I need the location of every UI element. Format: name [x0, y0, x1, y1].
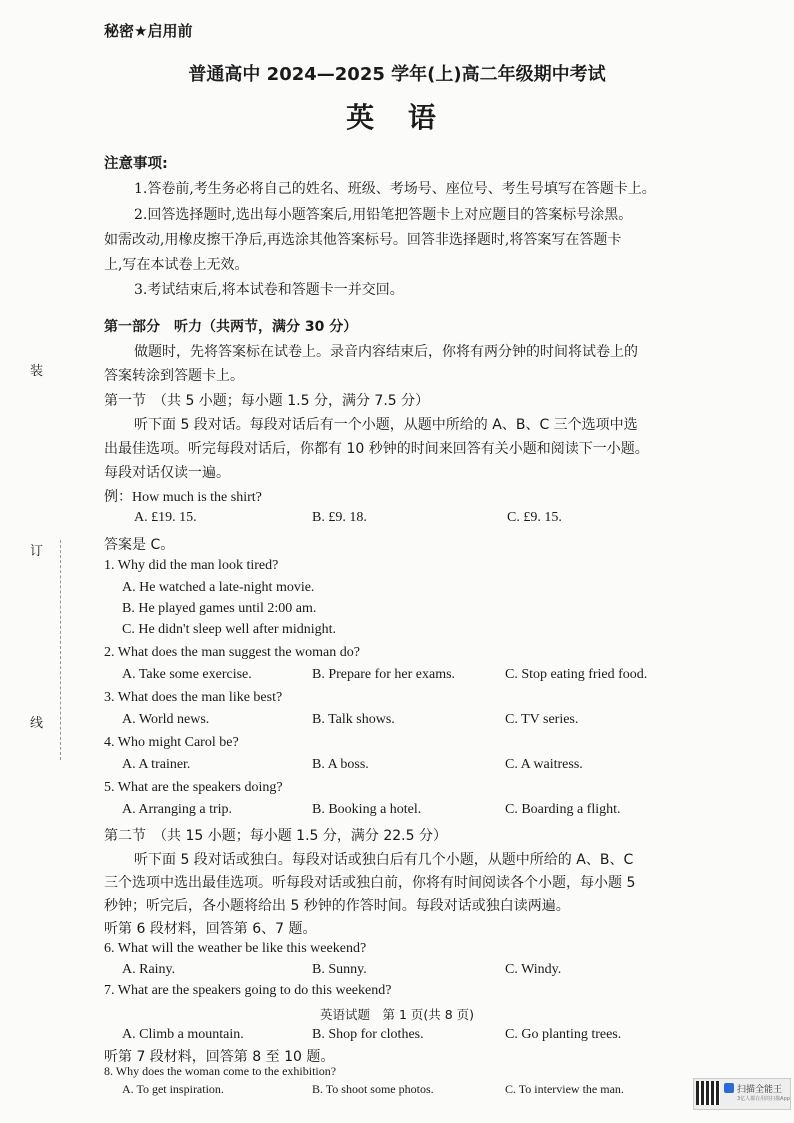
question: 1. Why did the man look tired? — [104, 558, 279, 573]
option-c: C. Go planting trees. — [505, 1027, 622, 1042]
binding-mark: 线 — [30, 716, 44, 731]
option-b: B. Talk shows. — [312, 712, 395, 727]
question: 3. What does the man like best? — [104, 690, 283, 705]
option-b: B. Shop for clothes. — [312, 1027, 424, 1042]
notice-line: 2.回答选择题时,选出每小题答案后,用铅笔把答题卡上对应题目的答案标号涂黑。 — [134, 207, 633, 223]
scanner-sub: 3亿人都在用的扫描App — [737, 1096, 790, 1102]
scanner-logo-icon — [724, 1083, 734, 1093]
option-b: B. To shoot some photos. — [312, 1082, 434, 1096]
option-b: B. He played games until 2:00 am. — [122, 601, 317, 616]
notice-line: 3.考试结束后,将本试卷和答题卡一并交回。 — [134, 282, 404, 298]
exam-title: 普通高中 2024—2025 学年(上)高二年级期中考试 — [188, 64, 606, 85]
section1-intro: 出最佳选项。听完每段对话后，你都有 10 秒钟的时间来回答有关小题和阅读下一小题。 — [104, 441, 649, 457]
notice-line: 1.答卷前,考生务必将自己的姓名、班级、考场号、座位号、考生号填写在答题卡上。 — [134, 181, 656, 197]
option-c: C. TV series. — [505, 712, 579, 727]
option-c: C. Stop eating fried food. — [505, 667, 648, 682]
question: 2. What does the man suggest the woman do? — [104, 645, 360, 660]
notice-line: 上,写在本试卷上无效。 — [104, 257, 249, 273]
example-question: 例：How much is the shirt? — [104, 490, 262, 505]
page-footer: 英语试题 第 1 页(共 8 页) — [319, 1007, 475, 1022]
section1-intro: 每段对话仅读一遍。 — [104, 465, 230, 481]
question: 4. Who might Carol be? — [104, 735, 239, 750]
binding-line — [60, 540, 61, 760]
confidential-label: 秘密★启用前 — [104, 22, 193, 40]
example-answer: 答案是 C。 — [104, 537, 175, 553]
option-a: A. World news. — [122, 712, 210, 727]
question: 6. What will the weather be like this weekend? — [104, 941, 367, 956]
qr-code-icon — [696, 1081, 720, 1105]
section1-heading: 第一节 （共 5 小题；每小题 1.5 分，满分 7.5 分） — [104, 393, 430, 409]
notice-line: 如需改动,用橡皮擦干净后,再选涂其他答案标号。回答非选择题时,将答案写在答题卡 — [104, 232, 622, 248]
example-option-c: C. £9. 15. — [507, 510, 562, 525]
material-label: 听第 6 段材料，回答第 6、7 题。 — [104, 921, 317, 937]
scanner-label: 扫描全能王 — [737, 1085, 783, 1095]
section2-intro: 听下面 5 段对话或独白。每段对话或独白后有几个小题，从题中所给的 A、B、C — [134, 852, 634, 868]
option-c: C. To interview the man. — [505, 1082, 624, 1096]
option-b: B. A boss. — [312, 757, 369, 772]
option-b: B. Booking a hotel. — [312, 802, 422, 817]
example-option-b: B. £9. 18. — [312, 510, 367, 525]
part1-intro: 答案转涂到答题卡上。 — [104, 368, 244, 384]
notice-heading: 注意事项: — [104, 156, 168, 172]
material-label: 听第 7 段材料，回答第 8 至 10 题。 — [104, 1049, 335, 1065]
option-b: B. Prepare for her exams. — [312, 667, 456, 682]
binding-mark: 订 — [30, 544, 44, 559]
option-a: A. Take some exercise. — [122, 667, 252, 682]
section2-intro: 三个选项中选出最佳选项。听每段对话或独白前，你将有时间阅读各个小题，每小题 5 — [104, 875, 636, 891]
question: 7. What are the speakers going to do this weekend? — [104, 983, 392, 998]
section2-intro: 秒钟；听完后，各小题将给出 5 秒钟的作答时间。每段对话或独白读两遍。 — [104, 898, 570, 914]
option-a: A. He watched a late-night movie. — [122, 580, 315, 595]
option-c: C. Boarding a flight. — [505, 802, 621, 817]
part1-heading: 第一部分 听力（共两节，满分 30 分） — [104, 319, 358, 335]
option-a: A. To get inspiration. — [122, 1082, 224, 1096]
option-c: C. He didn't sleep well after midnight. — [122, 622, 337, 637]
option-c: C. Windy. — [505, 962, 562, 977]
option-a: A. Climb a mountain. — [122, 1027, 244, 1042]
option-a: A. A trainer. — [122, 757, 191, 772]
option-b: B. Sunny. — [312, 962, 367, 977]
subject-title: 英 语 — [346, 101, 448, 134]
binding-mark: 装 — [30, 364, 44, 379]
section1-intro: 听下面 5 段对话。每段对话后有一个小题，从题中所给的 A、B、C 三个选项中选 — [134, 417, 638, 433]
option-a: A. Rainy. — [122, 962, 176, 977]
option-c: C. A waitress. — [505, 757, 583, 772]
part1-intro: 做题时，先将答案标在试卷上。录音内容结束后，你将有两分钟的时间将试卷上的 — [134, 344, 638, 360]
scanner-badge — [693, 1078, 791, 1110]
question: 5. What are the speakers doing? — [104, 780, 283, 795]
option-a: A. Arranging a trip. — [122, 802, 233, 817]
section2-heading: 第二节 （共 15 小题；每小题 1.5 分，满分 22.5 分） — [104, 828, 447, 844]
example-option-a: A. £19. 15. — [134, 510, 197, 525]
question: 8. Why does the woman come to the exhibition? — [104, 1064, 337, 1078]
